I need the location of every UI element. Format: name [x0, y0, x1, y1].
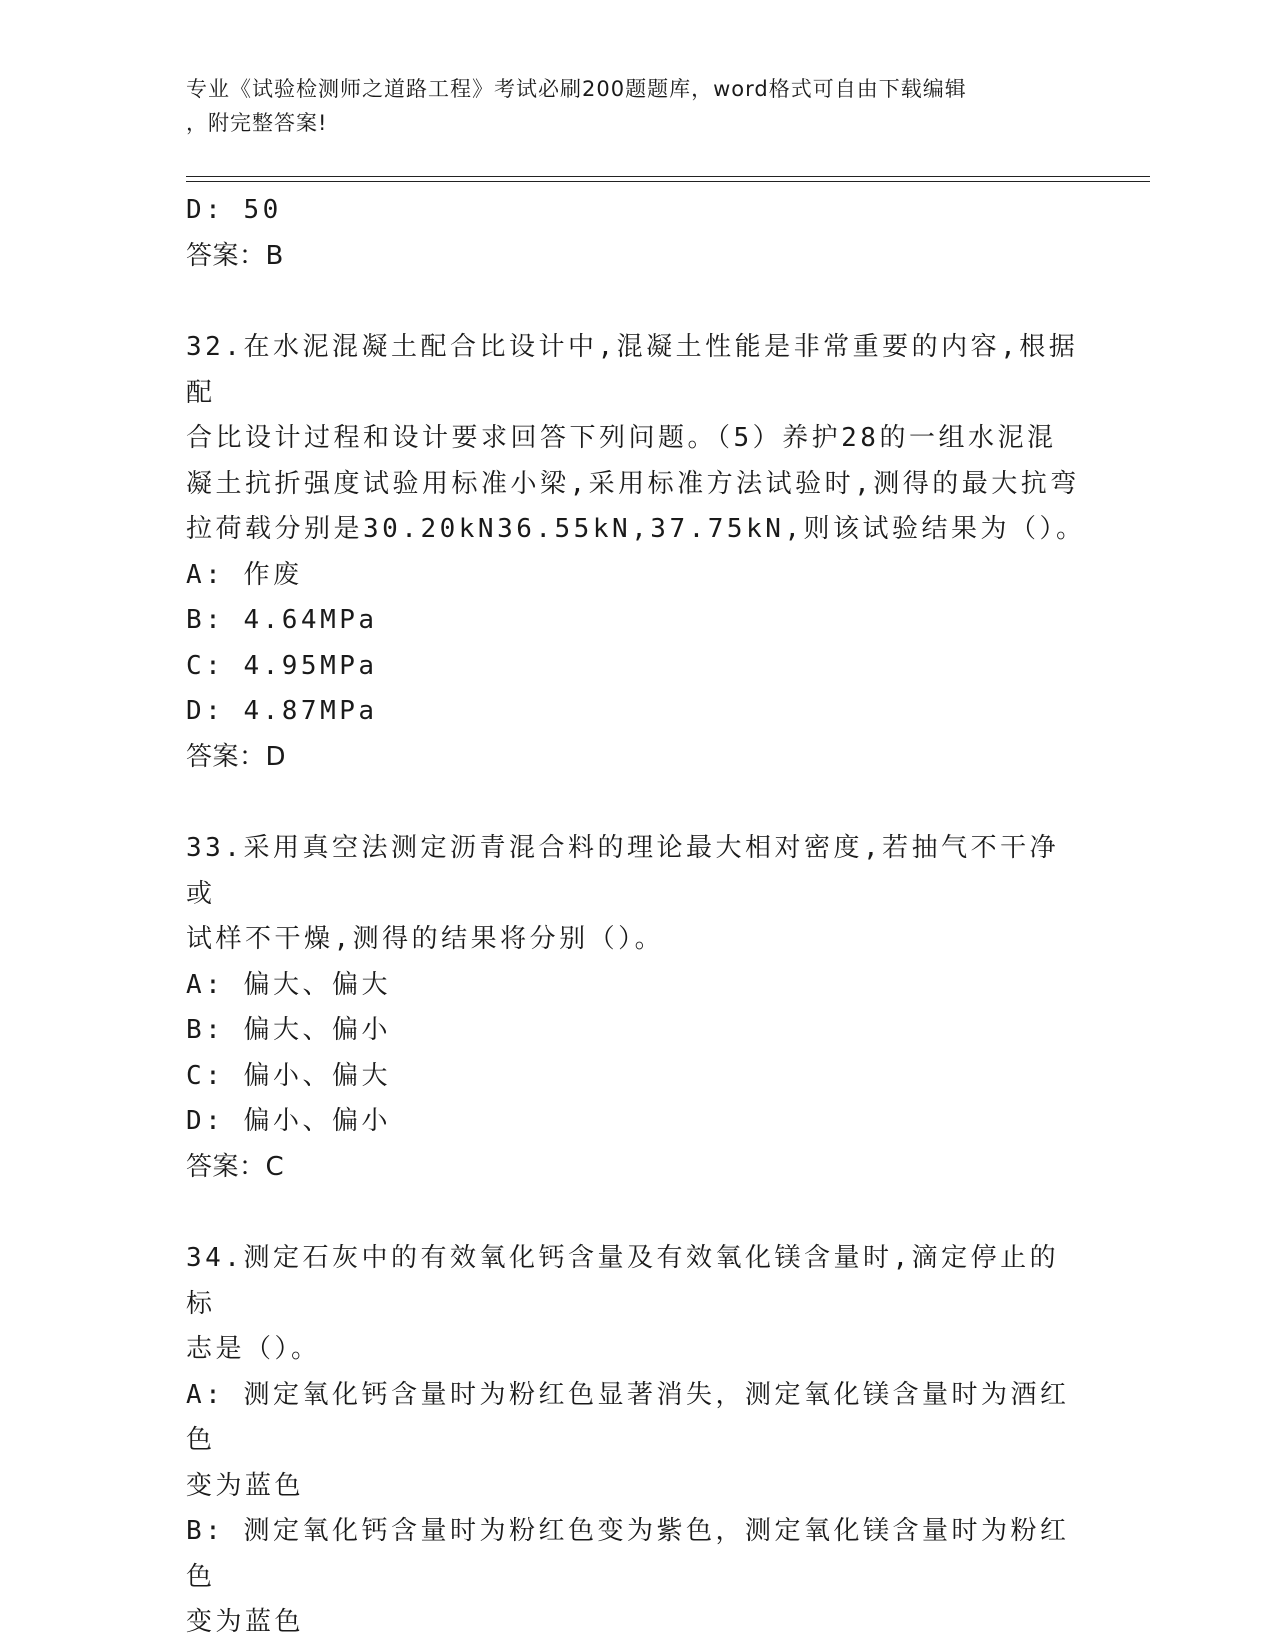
- option-b: B: 偏大、偏小: [186, 1015, 391, 1045]
- header-divider-top: [186, 176, 1150, 177]
- option-d: D: 偏小、偏小: [186, 1106, 391, 1136]
- option-b: B: 测定氧化钙含量时为粉红色变为紫色，测定氧化镁含量时为粉红色: [186, 1516, 1070, 1592]
- question-text-line: 32.在水泥混凝土配合比设计中,混凝土性能是非常重要的内容,根据配: [186, 332, 1079, 408]
- question-text-line: 志是（）。: [186, 1334, 321, 1364]
- question-text-line: 33.采用真空法测定沥青混合料的理论最大相对密度,若抽气不干净或: [186, 833, 1060, 909]
- question-33: [186, 826, 1086, 1190]
- header-title-line-1: 专业《试验检测师之道路工程》考试必刷200题题库，word格式可自由下载编辑: [186, 77, 967, 101]
- question-32: [186, 325, 1086, 780]
- question-text-line: 试样不干燥,测得的结果将分别（）。: [186, 924, 665, 954]
- question-text-line: 拉荷载分别是30.20kN36.55kN,37.75kN,则该试验结果为（）。: [186, 514, 1086, 544]
- answer-line: 答案：B: [186, 240, 284, 271]
- option-c: C: 偏小、偏大: [186, 1060, 391, 1091]
- option-a: A: 偏大、偏大: [186, 969, 391, 1000]
- answer-line: 答案：D: [186, 741, 287, 772]
- option-b-continued: 变为蓝色: [186, 1607, 305, 1637]
- option-d: D: 4.87MPa: [186, 696, 378, 726]
- option-a-continued: 变为蓝色: [186, 1470, 305, 1501]
- question-text-line: 凝土抗折强度试验用标准小梁,采用标准方法试验时,测得的最大抗弯: [186, 468, 1080, 499]
- question-text-line: 合比设计过程和设计要求回答下列问题。（5）养护28的一组水泥混: [186, 423, 1057, 453]
- document-body: [186, 188, 1086, 1646]
- option-d: D: 50: [186, 195, 282, 225]
- question-34: [186, 1236, 1086, 1646]
- page-header: [186, 72, 1066, 140]
- option-a: A: 测定氧化钙含量时为粉红色显著消失，测定氧化镁含量时为酒红色: [186, 1379, 1070, 1455]
- option-a: A: 作废: [186, 559, 303, 590]
- previous-question-tail: [186, 188, 1086, 279]
- header-divider-bottom: [186, 181, 1150, 182]
- option-b: B: 4.64MPa: [186, 605, 378, 635]
- question-text-line: 34.测定石灰中的有效氧化钙含量及有效氧化镁含量时,滴定停止的标: [186, 1243, 1060, 1319]
- option-c: C: 4.95MPa: [186, 650, 378, 681]
- answer-line: 答案：C: [186, 1151, 285, 1182]
- header-title-line-2: ，附完整答案!: [186, 111, 328, 135]
